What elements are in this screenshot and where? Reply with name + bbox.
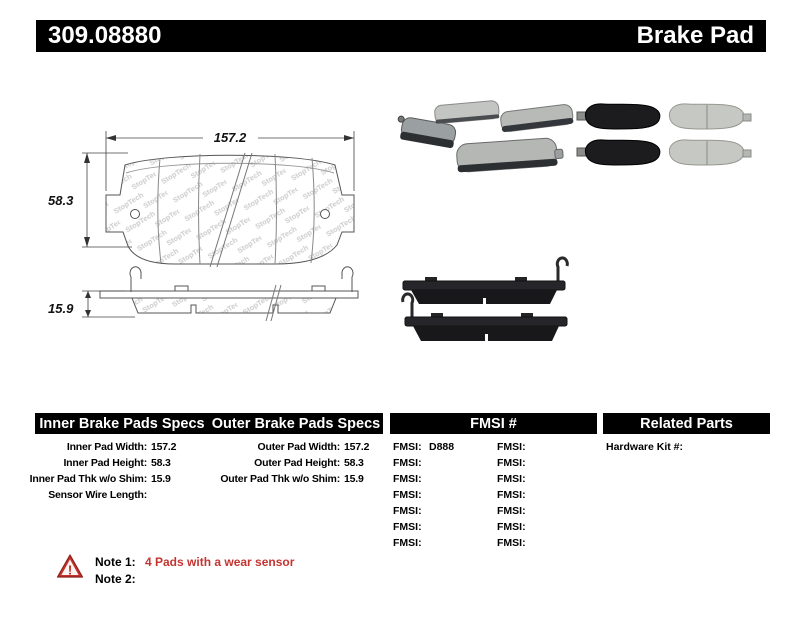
inner-specs-column — [20, 439, 190, 503]
pads-specs-header-bar — [35, 413, 383, 434]
fmsi-label: FMSI: — [497, 537, 526, 549]
outer-specs-column — [205, 439, 383, 487]
spec-label: Outer Pad Width: — [257, 441, 340, 453]
pad-set-perspective-photo — [395, 100, 574, 172]
fmsi-label: FMSI: — [393, 521, 422, 533]
spec-row — [20, 455, 190, 471]
thickness-dimension-label: 15.9 — [48, 301, 74, 316]
fmsi-row — [497, 503, 533, 519]
fmsi-column-2 — [497, 439, 533, 551]
related-parts-header: Related Parts — [603, 413, 770, 434]
spec-value: 15.9 — [151, 473, 171, 485]
fmsi-row — [393, 439, 454, 455]
spec-value: 157.2 — [344, 441, 370, 453]
svg-text:!: ! — [67, 562, 73, 578]
fmsi-row — [497, 487, 533, 503]
spec-value: 15.9 — [344, 473, 364, 485]
spec-value: 157.2 — [151, 441, 177, 453]
pad-set-flat-photo — [577, 104, 751, 165]
fmsi-label: FMSI: — [497, 489, 526, 501]
fmsi-label: FMSI: — [393, 441, 422, 453]
fmsi-row — [393, 503, 454, 519]
height-dimension-label: 58.3 — [48, 193, 74, 208]
spec-value: 58.3 — [344, 457, 364, 469]
spec-row — [20, 487, 190, 503]
fmsi-row — [497, 455, 533, 471]
fmsi-label: FMSI: — [497, 521, 526, 533]
fmsi-label: FMSI: — [497, 441, 526, 453]
fmsi-row — [393, 519, 454, 535]
spec-label: Inner Pad Width: — [66, 441, 147, 453]
spec-label: Outer Pad Height: — [254, 457, 340, 469]
fmsi-row — [497, 535, 533, 551]
spec-label: Outer Pad Thk w/o Shim: — [220, 473, 340, 485]
spec-row — [20, 439, 190, 455]
fmsi-label: FMSI: — [393, 457, 422, 469]
spec-row — [205, 471, 383, 487]
related-parts-column — [606, 439, 689, 455]
spec-label: Sensor Wire Length: — [48, 489, 147, 501]
fmsi-label: FMSI: — [497, 505, 526, 517]
side-profile-pad-1 — [403, 258, 567, 305]
fmsi-label: FMSI: — [393, 473, 422, 485]
pad-front-view — [106, 153, 354, 267]
pad-side-profile-photos — [395, 253, 580, 365]
fmsi-label: FMSI: — [393, 505, 422, 517]
note-1-text: 4 Pads with a wear sensor — [145, 555, 295, 569]
brake-pad-technical-drawing — [40, 95, 395, 390]
fmsi-label: FMSI: — [393, 489, 422, 501]
spec-row — [205, 439, 383, 455]
part-number: 309.08880 — [48, 22, 162, 49]
spec-label: Inner Pad Thk w/o Shim: — [29, 473, 147, 485]
note-2 — [95, 571, 294, 588]
related-row — [606, 439, 689, 455]
notes-section — [95, 554, 294, 588]
fmsi-label: FMSI: — [497, 473, 526, 485]
fmsi-header: FMSI # — [390, 413, 597, 434]
fmsi-row — [393, 455, 454, 471]
spec-label: Inner Pad Height: — [63, 457, 147, 469]
brake-pad-photos — [395, 88, 780, 188]
note-1 — [95, 554, 294, 571]
spec-row — [205, 455, 383, 471]
note-2-label: Note 2: — [95, 572, 136, 586]
fmsi-row — [393, 535, 454, 551]
outer-pads-specs-header: Outer Brake Pads Specs — [211, 415, 381, 432]
width-dimension-label: 157.2 — [213, 130, 247, 145]
fmsi-label: FMSI: — [393, 537, 422, 549]
fmsi-row — [497, 439, 533, 455]
fmsi-row — [497, 471, 533, 487]
fmsi-row — [393, 471, 454, 487]
spec-value: 58.3 — [151, 457, 171, 469]
header-bar — [36, 20, 766, 52]
warning-triangle-icon — [56, 553, 84, 580]
product-type: Brake Pad — [636, 22, 754, 49]
pad-side-view — [100, 267, 358, 321]
fmsi-value: D888 — [429, 441, 455, 453]
note-1-label: Note 1: — [95, 555, 136, 569]
inner-pads-specs-header: Inner Brake Pads Specs — [39, 415, 205, 432]
fmsi-row — [497, 519, 533, 535]
related-label: Hardware Kit #: — [606, 441, 684, 453]
fmsi-label: FMSI: — [497, 457, 526, 469]
fmsi-row — [393, 487, 454, 503]
spec-row — [20, 471, 190, 487]
fmsi-column-1 — [393, 439, 454, 551]
